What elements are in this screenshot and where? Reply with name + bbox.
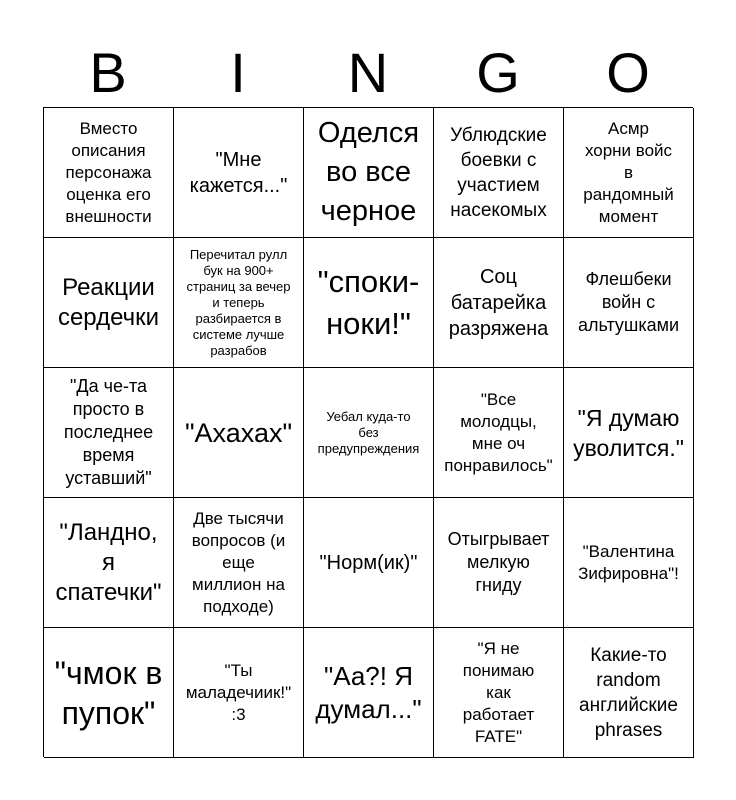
bingo-cell[interactable] xyxy=(44,498,174,628)
cell-text: Асмр хорни войс в рандомный момент xyxy=(583,118,674,226)
cell-text: "Ты маладечиик!" :3 xyxy=(185,660,292,724)
bingo-cell[interactable] xyxy=(174,238,304,368)
bingo-cell[interactable] xyxy=(564,498,694,628)
cell-text: "Я думаю уволится." xyxy=(573,404,684,461)
cell-text: Уебал куда-то без предупреждения xyxy=(317,408,420,456)
header-letter-i: I xyxy=(230,41,246,104)
bingo-cell[interactable] xyxy=(304,498,434,628)
bingo-cell[interactable] xyxy=(564,628,694,758)
bingo-cell[interactable] xyxy=(304,628,434,758)
cell-text: Ублюдские боевки с участием насекомых xyxy=(450,124,547,221)
bingo-cell[interactable] xyxy=(434,628,564,758)
bingo-cell[interactable] xyxy=(564,238,694,368)
bingo-grid xyxy=(43,107,693,757)
bingo-cell[interactable] xyxy=(434,108,564,238)
header-letter-n: N xyxy=(347,41,389,104)
bingo-cell[interactable] xyxy=(564,108,694,238)
cell-text: "чмок в пупок" xyxy=(54,654,163,731)
cell-text: Реакции сердечки xyxy=(57,273,160,331)
cell-text: "Все молодцы, мне оч понравилось" xyxy=(444,389,553,475)
cell-text: "Аа?! Я думал..." xyxy=(315,660,422,724)
bingo-cell[interactable] xyxy=(434,498,564,628)
cell-text: Оделся во все черное xyxy=(317,117,420,227)
bingo-cell[interactable] xyxy=(174,108,304,238)
cell-text: "Ахахах" xyxy=(184,417,293,448)
header-letter-b: B xyxy=(89,41,127,104)
bingo-cell[interactable] xyxy=(174,498,304,628)
cell-text: Перечитал рулл бук на 900+ страниц за вечер и теперь разбирается в системе лучше разрабов xyxy=(186,246,291,358)
cell-text: Две тысячи вопросов (и еще миллион на подходе) xyxy=(191,508,286,616)
bingo-cell[interactable] xyxy=(44,628,174,758)
cell-text: "Ландно, я спатечки" xyxy=(55,518,162,606)
bingo-cell[interactable] xyxy=(564,368,694,498)
cell-text: Какие-то random английские phrases xyxy=(579,644,678,741)
cell-text: Отыгрывает мелкую гниду xyxy=(447,529,550,595)
bingo-cell[interactable] xyxy=(434,368,564,498)
bingo-cell[interactable] xyxy=(44,368,174,498)
bingo-header xyxy=(43,40,693,106)
header-letter-g: G xyxy=(476,41,520,104)
cell-text: "Валентина Зифировна"! xyxy=(578,541,679,583)
bingo-cell[interactable] xyxy=(304,238,434,368)
bingo-cell[interactable] xyxy=(174,368,304,498)
bingo-cell[interactable] xyxy=(44,108,174,238)
cell-text: "Да че-та просто в последнее время уставший" xyxy=(63,376,154,488)
cell-text: Соц батарейка разряжена xyxy=(448,265,549,340)
cell-text: "Норм(ик)" xyxy=(319,551,418,574)
cell-text: "споки- ноки!" xyxy=(317,263,420,341)
cell-text: "Мне кажется..." xyxy=(189,148,288,197)
header-letter-o: O xyxy=(606,41,650,104)
cell-text: Флешбеки войн с альтушками xyxy=(577,269,680,335)
bingo-cell[interactable] xyxy=(174,628,304,758)
bingo-cell[interactable] xyxy=(304,368,434,498)
cell-text: Вместо описания персонажа оценка его внешности xyxy=(65,118,152,226)
bingo-cell[interactable] xyxy=(304,108,434,238)
cell-text: "Я не понимаю как работает FATE" xyxy=(462,638,535,746)
bingo-cell[interactable] xyxy=(44,238,174,368)
bingo-cell[interactable] xyxy=(434,238,564,368)
